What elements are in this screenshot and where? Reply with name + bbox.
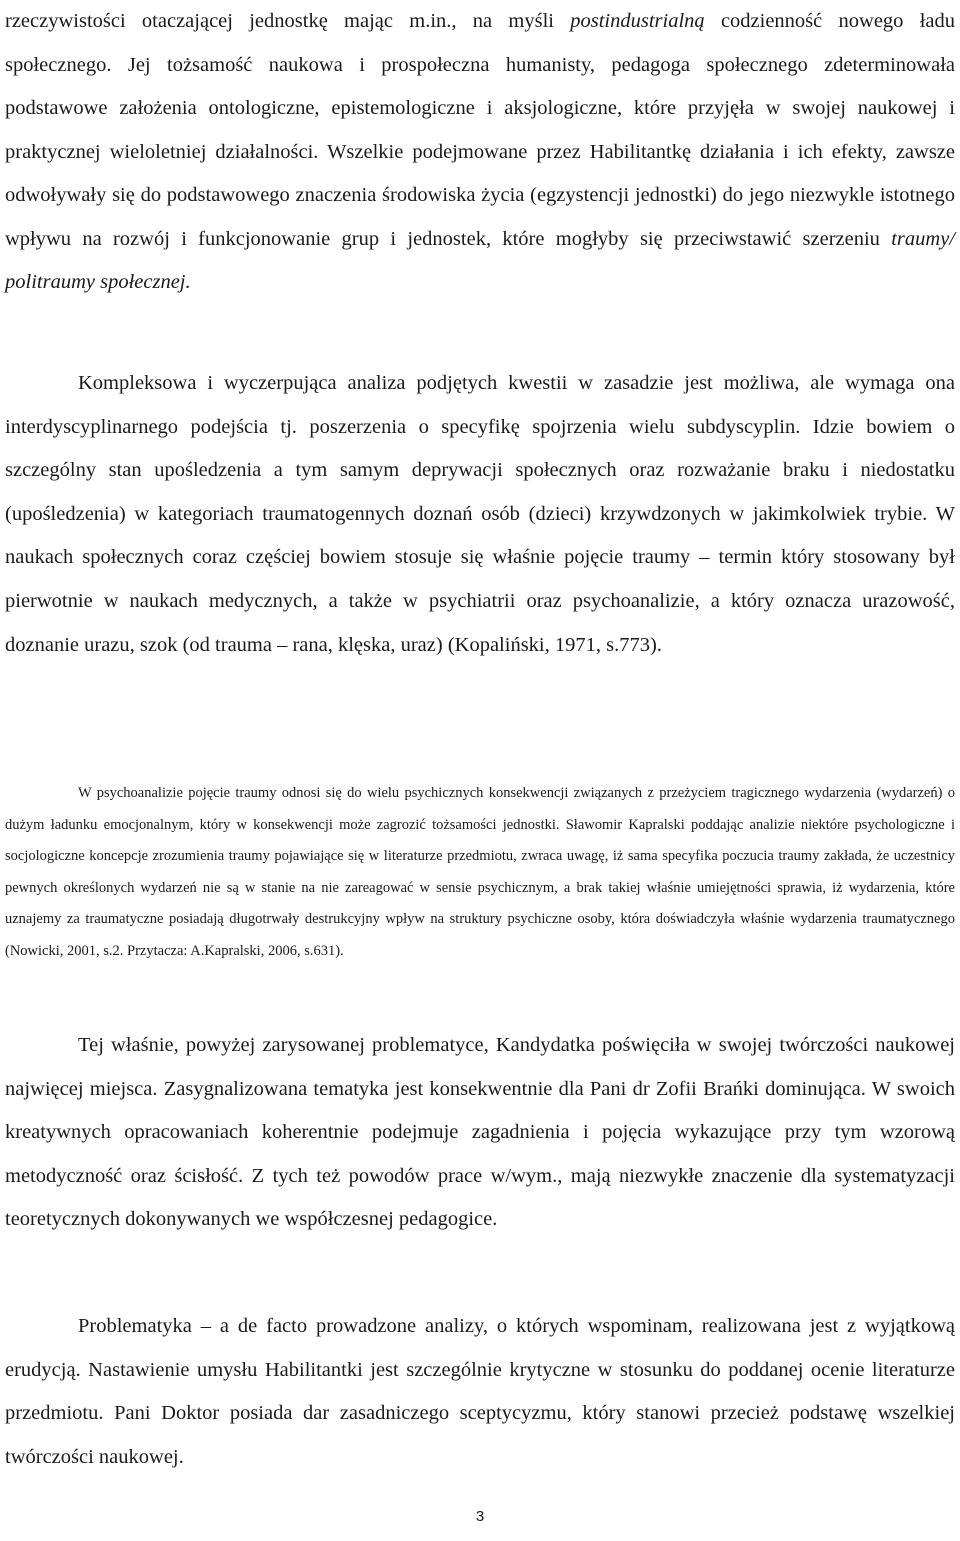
text-run: W psychoanalizie pojęcie traumy odnosi się do wielu psychicznych konsekwencji związanych z przeżyciem tragicznego wydarzenia (wydarzeń) o dużym ładunku emocjonalnym, który w konsekwencji może zagrozić tożsamości jednostki. Sławomir Kapralski poddając analizie niektóre psychologiczne i socjologiczne koncepcje zrozumienia traumy pojawiające się w literaturze przedmiotu, zwraca uwagę, iż sama specyfika poczucia traumy zakłada, że uczestnicy pewnych określonych wydarzeń nie są w stanie na nie zareagować w sensie psychicznym, a brak takiej właśnie umiejętności sprawia, iż wydarzenia, które uznajemy za traumatyczne posiadają długotrwały destrukcyjny wpływ na struktury psychiczne osoby, która doświadczyła właśnie wydarzenia traumatycznego (Nowicki, 2001, s.2. Przytacza: A.Kapralski, 2006, s.631). xyxy=(5,785,955,959)
italic-term-postindustrial: postindustrialną xyxy=(570,10,705,32)
paragraph-candidate-work xyxy=(5,1024,955,1242)
paragraph-trauma-analysis xyxy=(5,362,955,667)
italic-term-trauma: traumy/ politraumy społecznej. xyxy=(5,227,955,293)
block-quote-psychoanalysis xyxy=(5,778,955,967)
text-run: codzienność nowego ładu społecznego. Jej tożsamość naukowa i prospołeczna humanisty, pedagoga społecznego zdeterminowała podstawowe założenia ontologiczne, epistemologiczne i aksjologiczne, które przyjęła w swojej naukowej i praktycznej wieloletniej działalności. Wszelkie podejmowane przez Habilitantkę działania i ich efekty, zawsze odwoływały się do podstawowego znaczenia środowiska życia (egzystencji jednostki) do jego niezwykle istotnego wpływu na rozwój i funkcjonowanie grup i jednostek, które mogłyby się przeciwstawić szerzeniu xyxy=(5,10,955,250)
text-run: Problematyka – a de facto prowadzone analizy, o których wspominam, realizowana jest z wyjątkową erudycją. Nastawienie umysłu Habilitantki jest szczególnie krytyczne w stosunku do poddanej ocenie literaturze przedmiotu. Pani Doktor posiada dar zasadniczego sceptycyzmu, który stanowi przecież podstawę wszelkiej twórczości naukowej. xyxy=(5,1315,955,1468)
text-run: rzeczywistości otaczającej jednostkę mając m.in., na myśli xyxy=(5,10,571,32)
text-run: Kompleksowa i wyczerpująca analiza podjętych kwestii w zasadzie jest możliwa, ale wymaga ona interdyscyplinarnego podejścia tj. poszerzenia o specyfikę spojrzenia wielu subdyscyplin. Idzie bowiem o szczególny stan upośledzenia a tym samym deprywacji społecznych oraz rozważanie braku i niedostatku (upośledzenia) w kategoriach traumatogennych doznań osób (dzieci) krzywdzonych w jakimkolwiek trybie. W naukach społecznych coraz częściej bowiem stosuje się właśnie pojęcie traumy – termin który stosowany był pierwotnie w naukach medycznych, a także w psychiatrii oraz psychoanalizie, a który oznacza urazowość, doznanie urazu, szok (od trauma – rana, klęska, uraz) (Kopaliński, 1971, s.773). xyxy=(5,372,955,656)
page-number: 3 xyxy=(475,1508,485,1525)
paragraph-habilitation-context xyxy=(5,0,955,305)
text-run: Tej właśnie, powyżej zarysowanej problematyce, Kandydatka poświęciła w swojej twórczości naukowej najwięcej miejsca. Zasygnalizowana tematyka jest konsekwentnie dla Pani dr Zofii Brańki dominująca. W swoich kreatywnych opracowaniach koherentnie podejmuje zagadnienia i pojęcia wykazujące przy tym wzorową metodyczność oraz ścisłość. Z tych też powodów prace w/wym., mają niezwykłe znaczenie dla systematyzacji teoretycznych dokonywanych we współczesnej pedagogice. xyxy=(5,1034,955,1231)
paragraph-erudition xyxy=(5,1305,955,1479)
